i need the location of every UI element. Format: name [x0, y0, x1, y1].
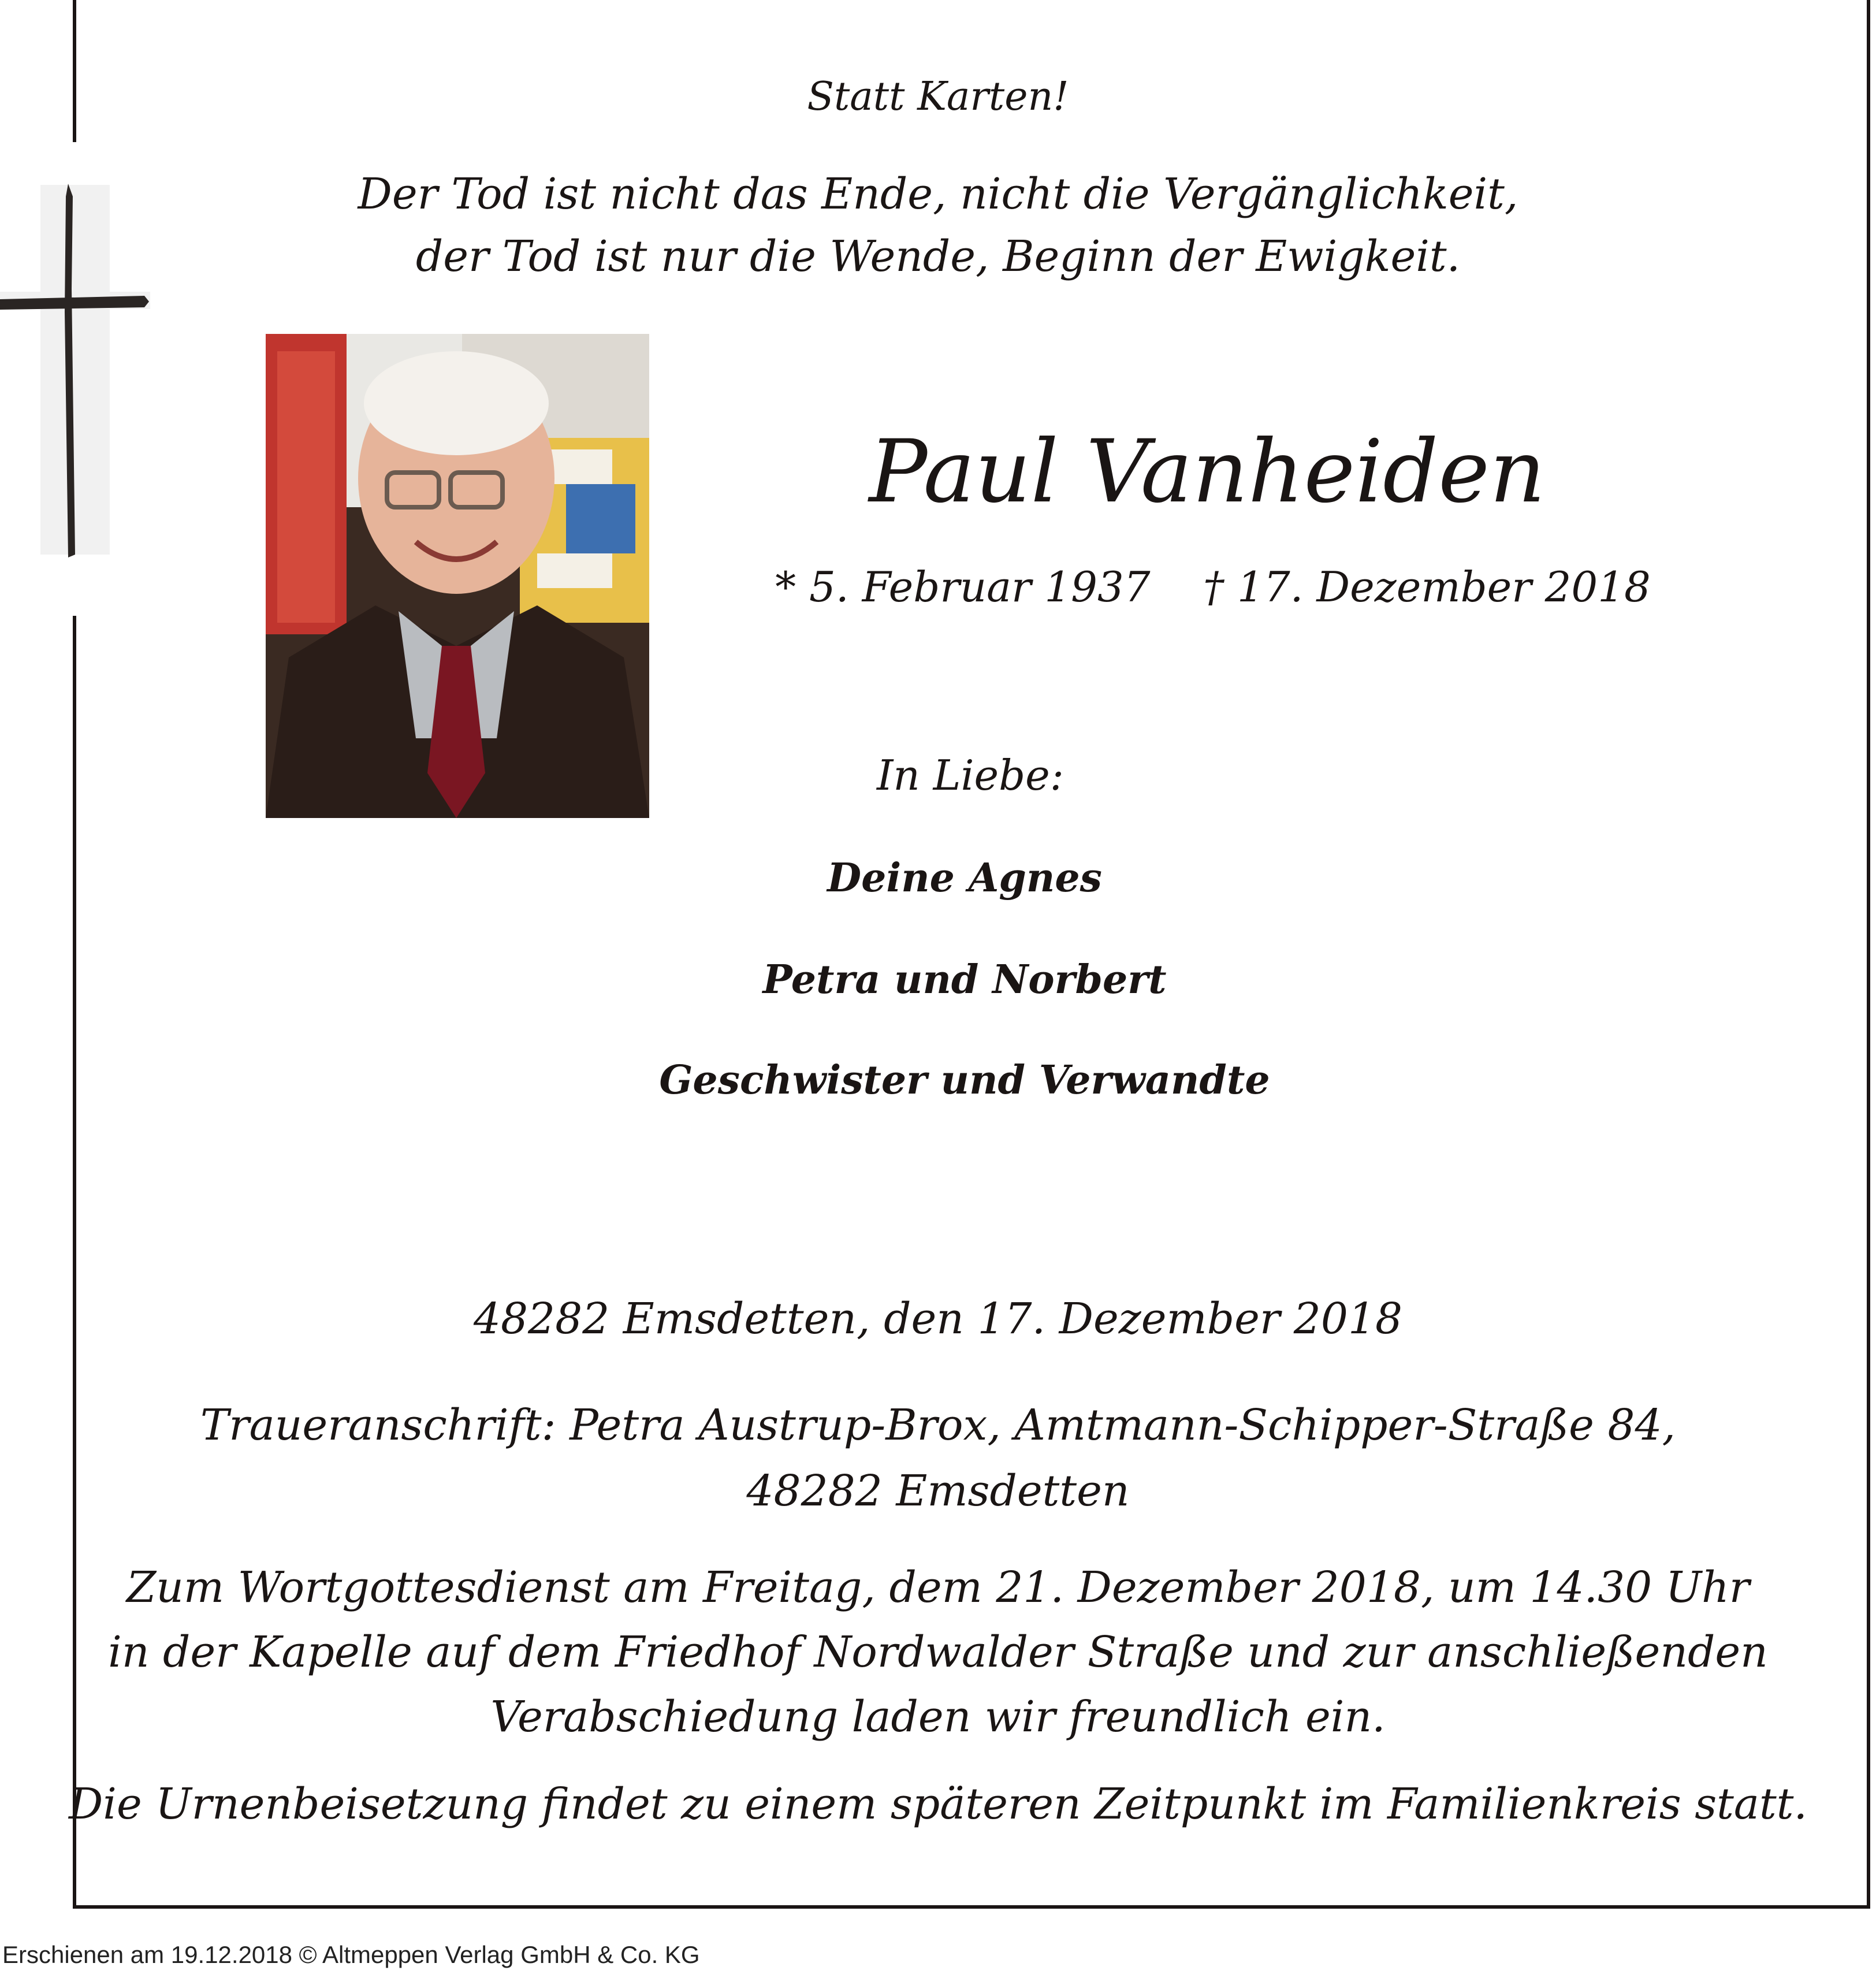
in-liebe-label: In Liebe:: [876, 751, 1064, 800]
statt-karten-heading: Statt Karten!: [807, 74, 1069, 120]
publication-footer: Erschienen am 19.12.2018 © Altmeppen Verlag GmbH & Co. KG: [2, 1941, 700, 1968]
place-date: 48282 Emsdetten, den 17. Dezember 2018: [473, 1294, 1403, 1344]
service-line-1: Zum Wortgottesdienst am Freitag, dem 21. Dezember 2018, um 14.30 Uhr: [126, 1563, 1750, 1612]
mourner-line: Geschwister und Verwandte: [659, 1057, 1270, 1103]
service-info: [0, 1555, 1876, 1749]
frame-left-top: [73, 0, 76, 142]
portrait-photo: [266, 334, 649, 818]
life-dates: [647, 563, 1779, 611]
address-line-2: 48282 Emsdetten: [746, 1466, 1130, 1516]
mourner-line: Petra und Norbert: [762, 957, 1167, 1003]
quote-line-1: Der Tod ist nicht das Ende, nicht die Vergänglichkeit,: [358, 169, 1518, 219]
birth-date: * 5. Februar 1937: [775, 563, 1151, 611]
quote-line-2: der Tod ist nur die Wende, Beginn der Ewigkeit.: [415, 232, 1461, 281]
deceased-name: Paul Vanheiden: [869, 422, 1546, 522]
address-line-1: Traueranschrift: Petra Austrup-Brox, Amtmann-Schipper-Straße 84,: [200, 1400, 1676, 1450]
mourner-line: Deine Agnes: [827, 855, 1102, 901]
urn-burial-note: Die Urnenbeisetzung findet zu einem späteren Zeitpunkt im Familienkreis statt.: [68, 1779, 1808, 1829]
quote: [0, 163, 1876, 288]
service-line-3: Verabschiedung laden wir freundlich ein.: [490, 1692, 1386, 1742]
mourning-address: [0, 1392, 1876, 1524]
service-line-2: in der Kapelle auf dem Friedhof Nordwalder Straße und zur anschließenden: [108, 1627, 1768, 1677]
death-date: † 17. Dezember 2018: [1203, 563, 1651, 611]
